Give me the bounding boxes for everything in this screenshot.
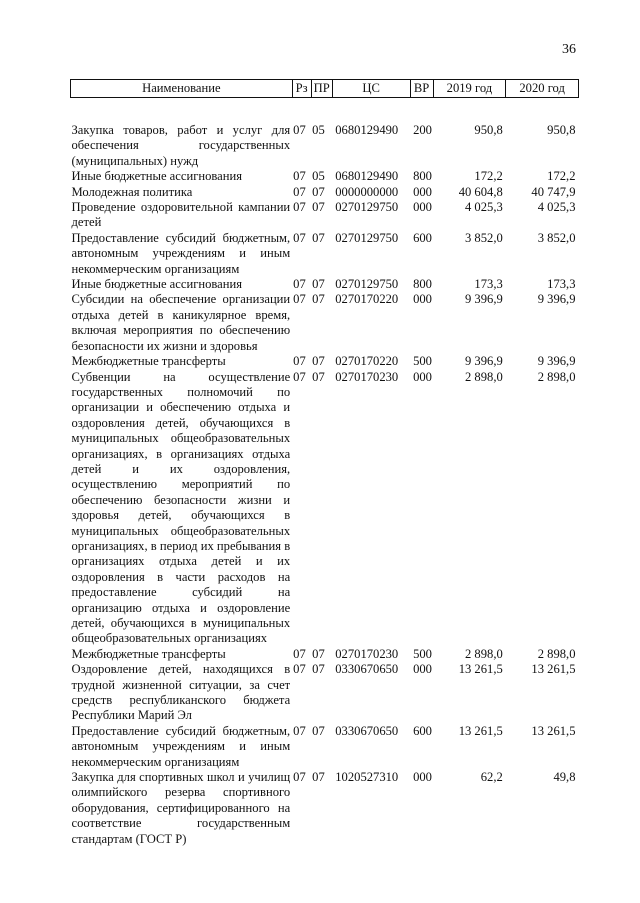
cell-y2020: 2 898,0 — [537, 369, 576, 384]
cell-pr: 07 — [312, 277, 325, 292]
cell-rz: 07 — [293, 184, 306, 199]
cell-y2020: 172,2 — [547, 169, 576, 184]
table-row — [71, 770, 579, 847]
cell-name: Субвенции на осуществление государственных полномочий по организации и обеспечению отдыха и оздоровления детей, обучающихся в муниципальных общеобразовательных организациях, в организациях отдыха детей и их оздоровления, осуществлению мероприятий по обеспечению безопасности жизни и здоровья детей, обучающихся в муниципальных общеобразовательных организациях, в период их пребывания в организациях отдыха детей и их оздоровления в части расходов на предоставление субсидий на организацию отдыха и оздоровление детей, обучающихся в муниципальных общеобразовательных организациях — [71, 369, 291, 646]
cell-pr: 05 — [312, 169, 325, 184]
cell-cs: 0270170220 — [335, 292, 399, 307]
cell-y2019: 13 261,5 — [458, 662, 503, 677]
cell-y2020: 9 396,9 — [537, 354, 576, 369]
cell-cs: 0680129490 — [335, 169, 399, 184]
cell-pr: 07 — [312, 230, 325, 245]
cell-cs: 0270129750 — [335, 200, 399, 215]
cell-name: Субсидии на обеспечение организации отдыха детей в каникулярное время, включая мероприятия по обеспечению безопасности их жизни и здоровья — [71, 292, 291, 353]
cell-cs: 0270170230 — [335, 646, 399, 661]
header-2019: 2019 год — [433, 80, 506, 98]
table-row — [71, 231, 579, 277]
table-row — [71, 277, 579, 292]
page-number: 36 — [562, 42, 576, 57]
cell-rz: 07 — [293, 369, 306, 384]
cell-name: Молодежная политика — [71, 184, 193, 199]
cell-y2020: 4 025,3 — [537, 200, 576, 215]
cell-rz: 07 — [293, 169, 306, 184]
cell-y2019: 950,8 — [474, 123, 503, 137]
cell-cs: 0680129490 — [335, 123, 399, 137]
cell-rz: 07 — [293, 662, 306, 677]
cell-y2020: 13 261,5 — [531, 662, 576, 677]
cell-y2019: 40 604,8 — [458, 184, 503, 199]
cell-cs: 0270170230 — [335, 369, 399, 384]
header-pr: ПР — [311, 80, 332, 98]
cell-name: Межбюджетные трансферты — [71, 646, 226, 661]
cell-vr: 200 — [413, 123, 432, 137]
cell-name: Закупка для спортивных школ и училищ олимпийского резерва спортивного оборудования, сертифицированного на соответствие государственным стандартам (ГОСТ Р) — [71, 770, 291, 846]
cell-y2019: 4 025,3 — [464, 200, 503, 215]
cell-y2019: 2 898,0 — [464, 369, 503, 384]
cell-rz: 07 — [293, 277, 306, 292]
cell-cs: 0270170220 — [335, 354, 399, 369]
cell-vr: 500 — [413, 354, 432, 369]
cell-name: Предоставление субсидий бюджетным, автономным учреждениям и иным некоммерческим организациям — [71, 230, 291, 276]
table-row — [71, 200, 579, 231]
table-row — [71, 98, 579, 170]
header-vr: ВР — [410, 80, 433, 98]
cell-y2019: 9 396,9 — [464, 292, 503, 307]
cell-pr: 05 — [312, 123, 325, 137]
cell-cs: 0270129750 — [335, 230, 399, 245]
cell-cs: 0330670650 — [335, 662, 399, 677]
cell-pr: 07 — [312, 369, 325, 384]
cell-y2020: 2 898,0 — [537, 646, 576, 661]
cell-rz: 07 — [293, 723, 306, 738]
cell-name: Оздоровление детей, находящихся в трудной жизненной ситуации, за счет средств республиканского бюджета Республики Марий Эл — [71, 662, 291, 723]
cell-vr: 000 — [413, 770, 432, 785]
table-row — [71, 662, 579, 724]
cell-pr: 07 — [312, 723, 325, 738]
cell-vr: 600 — [413, 723, 432, 738]
cell-pr: 07 — [312, 646, 325, 661]
table-row — [71, 185, 579, 200]
cell-cs: 0270129750 — [335, 277, 399, 292]
cell-vr: 000 — [413, 292, 432, 307]
cell-y2020: 950,8 — [547, 123, 576, 137]
cell-rz: 07 — [293, 230, 306, 245]
cell-pr: 07 — [312, 200, 325, 215]
cell-y2020: 13 261,5 — [531, 723, 576, 738]
header-name: Наименование — [71, 80, 293, 98]
cell-y2019: 2 898,0 — [464, 646, 503, 661]
cell-pr: 07 — [312, 662, 325, 677]
cell-cs: 1020527310 — [335, 770, 399, 785]
cell-vr: 000 — [413, 184, 432, 199]
cell-name: Проведение оздоровительной кампании детей — [71, 200, 291, 230]
header-cs: ЦС — [332, 80, 410, 98]
cell-cs: 0000000000 — [335, 184, 399, 199]
cell-rz: 07 — [293, 292, 306, 307]
cell-pr: 07 — [312, 292, 325, 307]
cell-y2020: 173,3 — [547, 277, 576, 292]
cell-vr: 500 — [413, 646, 432, 661]
cell-vr: 800 — [413, 169, 432, 184]
cell-pr: 07 — [312, 184, 325, 199]
cell-y2019: 172,2 — [474, 169, 503, 184]
cell-name: Иные бюджетные ассигнования — [71, 169, 243, 184]
cell-rz: 07 — [293, 770, 306, 785]
header-2020: 2020 год — [506, 80, 579, 98]
table-row — [71, 169, 579, 184]
cell-y2019: 62,2 — [480, 770, 503, 785]
table-row — [71, 724, 579, 770]
cell-y2020: 3 852,0 — [537, 230, 576, 245]
cell-cs: 0330670650 — [335, 723, 399, 738]
cell-y2019: 173,3 — [474, 277, 503, 292]
cell-y2019: 13 261,5 — [458, 723, 503, 738]
cell-vr: 600 — [413, 230, 432, 245]
table-body — [71, 98, 579, 848]
cell-rz: 07 — [293, 354, 306, 369]
budget-table — [70, 79, 579, 847]
header-rz: Рз — [292, 80, 311, 98]
table-header — [71, 80, 579, 98]
cell-rz: 07 — [293, 123, 306, 137]
table-row — [71, 647, 579, 662]
cell-name: Предоставление субсидий бюджетным, автономным учреждениям и иным некоммерческим организациям — [71, 723, 291, 769]
cell-rz: 07 — [293, 200, 306, 215]
cell-name: Межбюджетные трансферты — [71, 354, 226, 369]
cell-y2019: 3 852,0 — [464, 230, 503, 245]
cell-vr: 000 — [413, 369, 432, 384]
cell-vr: 000 — [413, 662, 432, 677]
table-row — [71, 354, 579, 369]
table-row — [71, 370, 579, 647]
cell-y2020: 49,8 — [553, 770, 576, 785]
cell-vr: 800 — [413, 277, 432, 292]
cell-pr: 07 — [312, 354, 325, 369]
table-row — [71, 292, 579, 354]
cell-name: Закупка товаров, работ и услуг для обеспечения государственных (муниципальных) нужд — [71, 123, 291, 168]
cell-y2019: 9 396,9 — [464, 354, 503, 369]
cell-pr: 07 — [312, 770, 325, 785]
cell-y2020: 40 747,9 — [531, 184, 576, 199]
cell-name: Иные бюджетные ассигнования — [71, 277, 243, 292]
cell-rz: 07 — [293, 646, 306, 661]
cell-vr: 000 — [413, 200, 432, 215]
cell-y2020: 9 396,9 — [537, 292, 576, 307]
